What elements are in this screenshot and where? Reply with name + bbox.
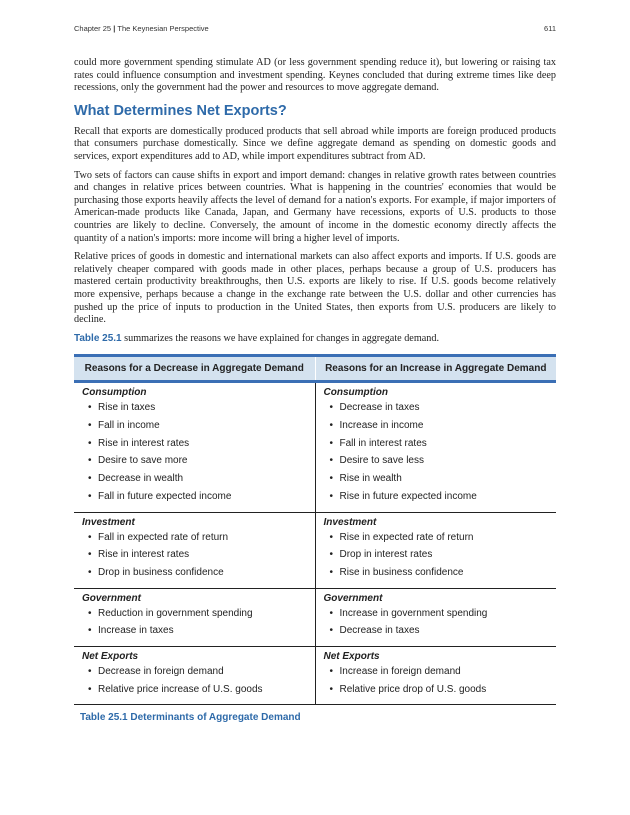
factor-list — [82, 663, 307, 698]
determinants-table — [74, 354, 556, 705]
paragraph-intro: could more government spending stimulate AD (or less government spending reduce it), but lowering or raising tax rates could influence consumption and investment spending. Keynes concluded that during extreme times like deep recessions, only the government had the power and resources to move aggregate demand. — [74, 57, 556, 94]
category-label: Net Exports — [323, 651, 380, 663]
table-row — [74, 382, 556, 512]
factor-list — [82, 399, 307, 505]
category-label: Consumption — [82, 387, 147, 399]
category-label: Net Exports — [82, 651, 139, 663]
factor-list — [82, 605, 307, 640]
list-item: • Rise in taxes — [88, 399, 307, 417]
list-item: • Drop in interest rates — [330, 546, 549, 564]
increase-cell — [315, 647, 556, 705]
list-item: • Decrease in foreign demand — [88, 663, 307, 681]
decrease-cell — [74, 588, 315, 646]
factor-list — [324, 605, 549, 640]
table-caption: Table 25.1 Determinants of Aggregate Demand — [80, 712, 301, 724]
table-row — [74, 512, 556, 588]
table-body — [74, 382, 556, 705]
list-item: • Decrease in taxes — [330, 399, 549, 417]
list-item: • Rise in business confidence — [330, 564, 549, 582]
list-item: • Relative price drop of U.S. goods — [330, 681, 549, 699]
section-heading: What Determines Net Exports? — [74, 102, 287, 119]
factor-list — [324, 399, 549, 505]
list-item: • Fall in expected rate of return — [88, 529, 307, 547]
table-header-row — [74, 356, 556, 382]
factor-list — [82, 529, 307, 582]
chapter-title: Chapter 25 | The Keynesian Perspective — [74, 24, 209, 33]
list-item: • Desire to save less — [330, 452, 549, 470]
list-item: • Fall in income — [88, 417, 307, 435]
list-item: • Rise in interest rates — [88, 435, 307, 453]
paragraph-3: Relative prices of goods in domestic and international markets can also affect exports and imports. If U.S. goods are relatively cheaper compared with goods made in other places, perhaps because a group of U.S. producers has mastered certain productivity breakthroughs, then U.S. exports are likely to rise. If U.S. goods become relatively more expensive, perhaps because a change in the exchange rate between the U.S. dollar and other currencies has pushed up the price of inputs to production in the United States, then exports from U.S. producers are likely to decline. — [74, 251, 556, 326]
paragraph-2: Two sets of factors can cause shifts in export and import demand: changes in relative growth rates between countries and changes in relative prices between countries. What is happening in the countries' economies that would be purchasing those exports heavily affects the level of demand for a nation's exports. For example, if major importers of American-made products like Canada, Japan, and Germany have recessions, exports of U.S. products to those countries are likely to decline. Conversely, the amount of income in the domestic economy directly affects the quantity of a nation's imports: more income will bring a higher level of imports. — [74, 169, 556, 244]
table-reference-link[interactable]: Table 25.1 — [74, 332, 122, 344]
list-item: • Rise in future expected income — [330, 488, 549, 506]
header-increase: Reasons for an Increase in Aggregate Demand — [315, 356, 556, 382]
increase-cell — [315, 588, 556, 646]
list-item: • Decrease in taxes — [330, 622, 549, 640]
increase-cell — [315, 382, 556, 512]
list-item: • Increase in government spending — [330, 605, 549, 623]
list-item: • Reduction in government spending — [88, 605, 307, 623]
list-item: • Relative price increase of U.S. goods — [88, 681, 307, 699]
list-item: • Rise in interest rates — [88, 546, 307, 564]
list-item: • Desire to save more — [88, 452, 307, 470]
paragraph-1: Recall that exports are domestically produced products that sell abroad while imports are foreign produced products that consumers purchase domestically. Since we define aggregate demand as spending on domestic goods and services, export expenditures add to AD, while import expenditures subtract from AD. — [74, 125, 556, 162]
running-header — [74, 24, 556, 33]
decrease-cell — [74, 647, 315, 705]
list-item: • Fall in future expected income — [88, 488, 307, 506]
list-item: • Decrease in wealth — [88, 470, 307, 488]
page-number: 611 — [544, 24, 556, 33]
decrease-cell — [74, 382, 315, 512]
category-label: Government — [323, 592, 383, 604]
list-item: • Rise in expected rate of return — [330, 529, 549, 547]
page-content — [74, 57, 556, 725]
header-decrease: Reasons for a Decrease in Aggregate Demand — [74, 356, 315, 382]
category-label: Investment — [323, 516, 377, 528]
category-label: Investment — [82, 516, 135, 528]
list-item: • Increase in foreign demand — [330, 663, 549, 681]
list-item: • Rise in wealth — [330, 470, 549, 488]
increase-cell — [315, 512, 556, 588]
list-item: • Increase in income — [330, 417, 549, 435]
decrease-cell — [74, 512, 315, 588]
list-item: • Increase in taxes — [88, 622, 307, 640]
factor-list — [324, 663, 549, 698]
table-row — [74, 647, 556, 705]
table-row — [74, 588, 556, 646]
factor-list — [324, 529, 549, 582]
category-label: Government — [82, 592, 141, 604]
table-reference-text: summarizes the reasons we have explained for changes in aggregate demand. — [121, 332, 440, 344]
list-item: • Drop in business confidence — [88, 564, 307, 582]
list-item: • Fall in interest rates — [330, 435, 549, 453]
table-reference-paragraph — [74, 333, 556, 346]
category-label: Consumption — [323, 387, 388, 399]
